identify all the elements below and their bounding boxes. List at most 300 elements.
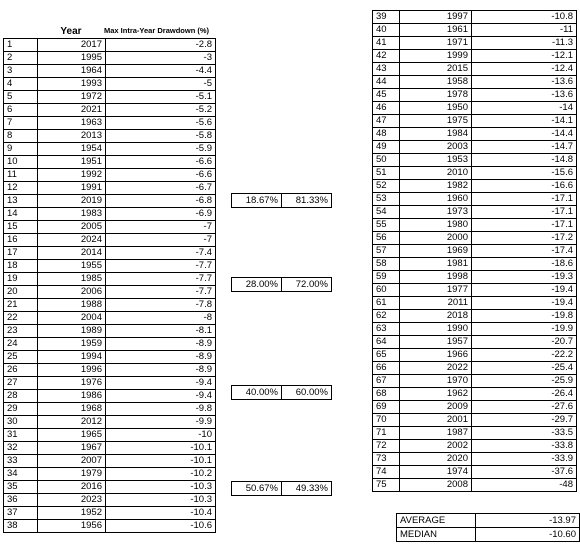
year-cell: 1973 (400, 206, 472, 219)
rank-cell: 2 (4, 52, 38, 65)
table-row (373, 50, 577, 63)
drawdown-cell: -17.1 (472, 193, 577, 206)
rank-cell: 50 (373, 154, 400, 167)
drawdown-cell: -19.9 (472, 323, 577, 336)
rank-cell: 63 (373, 323, 400, 336)
year-cell: 1988 (38, 299, 106, 312)
table-row (4, 338, 216, 351)
drawdown-cell: -6.9 (106, 208, 216, 221)
rank-cell: 65 (373, 349, 400, 362)
drawdown-cell: -14.7 (472, 141, 577, 154)
table-row (4, 403, 216, 416)
drawdown-cell: -14 (472, 102, 577, 115)
table-row (373, 232, 577, 245)
rank-cell: 60 (373, 284, 400, 297)
drawdown-cell: -8.1 (106, 325, 216, 338)
drawdown-cell: -13.6 (472, 76, 577, 89)
percentile-right: 60.00% (282, 386, 332, 400)
table-row (4, 169, 216, 182)
year-cell: 1981 (400, 258, 472, 271)
rank-cell: 75 (373, 479, 400, 492)
drawdown-table-right (372, 10, 577, 492)
rank-cell: 56 (373, 232, 400, 245)
percentile-right: 81.33% (282, 194, 332, 208)
drawdown-cell: -5.2 (106, 104, 216, 117)
median-row (397, 528, 580, 542)
drawdown-cell: -27.6 (472, 401, 577, 414)
year-cell: 1990 (400, 323, 472, 336)
drawdown-cell: -10.1 (106, 455, 216, 468)
rank-cell: 15 (4, 221, 38, 234)
rank-cell: 44 (373, 76, 400, 89)
drawdown-column-header: Max Intra-Year Drawdown (%) (104, 26, 210, 35)
drawdown-cell: -12.4 (472, 63, 577, 76)
table-row (4, 468, 216, 481)
rank-cell: 40 (373, 24, 400, 37)
table-row (373, 479, 577, 492)
rank-cell: 57 (373, 245, 400, 258)
table-row (4, 377, 216, 390)
table-row (373, 336, 577, 349)
drawdown-cell: -5.9 (106, 143, 216, 156)
table-row (373, 193, 577, 206)
table-row (373, 245, 577, 258)
table-row (373, 310, 577, 323)
drawdown-cell: -9.8 (106, 403, 216, 416)
rank-cell: 36 (4, 494, 38, 507)
year-cell: 2024 (38, 234, 106, 247)
year-cell: 2004 (38, 312, 106, 325)
year-cell: 1966 (400, 349, 472, 362)
drawdown-cell: -2.8 (106, 39, 216, 52)
table-row (373, 427, 577, 440)
drawdown-cell: -10.6 (106, 520, 216, 533)
drawdown-cell: -10.2 (106, 468, 216, 481)
table-row (4, 481, 216, 494)
year-cell: 1978 (400, 89, 472, 102)
drawdown-cell: -7.7 (106, 273, 216, 286)
year-cell: 1955 (38, 260, 106, 273)
drawdown-cell: -25.4 (472, 362, 577, 375)
drawdown-cell: -14.1 (472, 115, 577, 128)
table-row (373, 466, 577, 479)
rank-cell: 64 (373, 336, 400, 349)
median-label: MEDIAN (397, 528, 476, 542)
rank-cell: 20 (4, 286, 38, 299)
table-row (4, 39, 216, 52)
table-row (373, 219, 577, 232)
year-cell: 2009 (400, 401, 472, 414)
table-row (373, 11, 577, 24)
percentile-left: 28.00% (232, 278, 282, 292)
year-cell: 1965 (38, 429, 106, 442)
rank-cell: 8 (4, 130, 38, 143)
year-cell: 2013 (38, 130, 106, 143)
rank-cell: 29 (4, 403, 38, 416)
table-row (373, 167, 577, 180)
average-label: AVERAGE (397, 514, 476, 528)
table-row (4, 286, 216, 299)
year-cell: 1954 (38, 143, 106, 156)
rank-cell: 66 (373, 362, 400, 375)
table-row (4, 52, 216, 65)
rank-cell: 37 (4, 507, 38, 520)
rank-cell: 9 (4, 143, 38, 156)
year-cell: 2016 (38, 481, 106, 494)
rank-cell: 68 (373, 388, 400, 401)
year-cell: 2008 (400, 479, 472, 492)
year-cell: 1956 (38, 520, 106, 533)
table-row (373, 375, 577, 388)
rank-cell: 52 (373, 180, 400, 193)
year-cell: 1986 (38, 390, 106, 403)
rank-cell: 43 (373, 63, 400, 76)
rank-cell: 26 (4, 364, 38, 377)
year-cell: 1984 (400, 128, 472, 141)
year-cell: 1983 (38, 208, 106, 221)
year-cell: 1979 (38, 468, 106, 481)
table-row (4, 429, 216, 442)
percentile-right: 72.00% (282, 278, 332, 292)
rank-cell: 25 (4, 351, 38, 364)
drawdown-cell: -10.3 (106, 494, 216, 507)
year-cell: 1969 (400, 245, 472, 258)
table-row (4, 247, 216, 260)
drawdown-cell: -11 (472, 24, 577, 37)
drawdown-cell: -7.7 (106, 260, 216, 273)
drawdown-cell: -4.4 (106, 65, 216, 78)
rank-cell: 39 (373, 11, 400, 24)
table-row (4, 416, 216, 429)
drawdown-cell: -6.6 (106, 169, 216, 182)
year-cell: 1968 (38, 403, 106, 416)
year-cell: 1996 (38, 364, 106, 377)
drawdown-cell: -7.8 (106, 299, 216, 312)
year-cell: 2019 (38, 195, 106, 208)
table-row (373, 258, 577, 271)
year-cell: 1957 (400, 336, 472, 349)
drawdown-cell: -11.3 (472, 37, 577, 50)
drawdown-cell: -10.3 (106, 481, 216, 494)
year-cell: 1975 (400, 115, 472, 128)
table-row (373, 128, 577, 141)
table-row (4, 273, 216, 286)
year-cell: 2005 (38, 221, 106, 234)
table-row (4, 260, 216, 273)
drawdown-cell: -12.1 (472, 50, 577, 63)
drawdown-cell: -17.1 (472, 219, 577, 232)
year-cell: 2020 (400, 453, 472, 466)
year-cell: 1958 (400, 76, 472, 89)
table-row (4, 507, 216, 520)
drawdown-cell: -7 (106, 221, 216, 234)
rank-cell: 41 (373, 37, 400, 50)
drawdown-cell: -8 (106, 312, 216, 325)
average-value: -13.97 (475, 514, 579, 528)
table-row (373, 453, 577, 466)
drawdown-cell: -33.9 (472, 453, 577, 466)
table-row (4, 221, 216, 234)
drawdown-cell: -10 (106, 429, 216, 442)
drawdown-cell: -7.7 (106, 286, 216, 299)
rank-cell: 34 (4, 468, 38, 481)
rank-cell: 4 (4, 78, 38, 91)
year-cell: 2006 (38, 286, 106, 299)
year-cell: 1971 (400, 37, 472, 50)
rank-cell: 5 (4, 91, 38, 104)
table-row (373, 180, 577, 193)
year-cell: 1985 (38, 273, 106, 286)
rank-cell: 28 (4, 390, 38, 403)
percentile-row (232, 194, 332, 208)
drawdown-cell: -18.6 (472, 258, 577, 271)
drawdown-cell: -13.6 (472, 89, 577, 102)
drawdown-cell: -19.4 (472, 284, 577, 297)
drawdown-cell: -37.6 (472, 466, 577, 479)
drawdown-cell: -26.4 (472, 388, 577, 401)
drawdown-cell: -33.8 (472, 440, 577, 453)
drawdown-cell: -5.1 (106, 91, 216, 104)
drawdown-cell: -7.4 (106, 247, 216, 260)
rank-cell: 73 (373, 453, 400, 466)
rank-cell: 1 (4, 39, 38, 52)
year-cell: 2012 (38, 416, 106, 429)
percentile-box (231, 193, 332, 208)
year-cell: 2017 (38, 39, 106, 52)
year-cell: 1995 (38, 52, 106, 65)
table-row (4, 208, 216, 221)
year-column-header: Year (60, 26, 82, 37)
drawdown-cell: -16.6 (472, 180, 577, 193)
drawdown-cell: -9.9 (106, 416, 216, 429)
percentile-row (232, 278, 332, 292)
drawdown-cell: -22.2 (472, 349, 577, 362)
table-row (373, 271, 577, 284)
year-cell: 2022 (400, 362, 472, 375)
year-cell: 1977 (400, 284, 472, 297)
rank-cell: 54 (373, 206, 400, 219)
table-row (4, 390, 216, 403)
table-row (4, 91, 216, 104)
rank-cell: 30 (4, 416, 38, 429)
percentile-right: 49.33% (282, 482, 332, 496)
rank-cell: 31 (4, 429, 38, 442)
table-row (4, 117, 216, 130)
percentile-left: 18.67% (232, 194, 282, 208)
year-cell: 2001 (400, 414, 472, 427)
drawdown-cell: -8.9 (106, 364, 216, 377)
table-row (373, 89, 577, 102)
drawdown-cell: -10.1 (106, 442, 216, 455)
table-row (373, 141, 577, 154)
table-row (373, 362, 577, 375)
rank-cell: 11 (4, 169, 38, 182)
table-row (373, 24, 577, 37)
rank-cell: 69 (373, 401, 400, 414)
drawdown-cell: -15.6 (472, 167, 577, 180)
rank-cell: 62 (373, 310, 400, 323)
percentile-row (232, 482, 332, 496)
drawdown-cell: -19.3 (472, 271, 577, 284)
table-row (4, 325, 216, 338)
year-cell: 1950 (400, 102, 472, 115)
drawdown-cell: -8.9 (106, 351, 216, 364)
rank-cell: 46 (373, 102, 400, 115)
year-cell: 1994 (38, 351, 106, 364)
drawdown-cell: -10.4 (106, 507, 216, 520)
rank-cell: 13 (4, 195, 38, 208)
rank-cell: 58 (373, 258, 400, 271)
table-row (4, 520, 216, 533)
rank-cell: 24 (4, 338, 38, 351)
table-row (373, 349, 577, 362)
rank-cell: 22 (4, 312, 38, 325)
rank-cell: 23 (4, 325, 38, 338)
year-cell: 1967 (38, 442, 106, 455)
year-cell: 2011 (400, 297, 472, 310)
year-cell: 1997 (400, 11, 472, 24)
drawdown-cell: -5.6 (106, 117, 216, 130)
year-cell: 1953 (400, 154, 472, 167)
rank-cell: 33 (4, 455, 38, 468)
rank-cell: 12 (4, 182, 38, 195)
table-row (373, 414, 577, 427)
table-row (4, 234, 216, 247)
rank-cell: 42 (373, 50, 400, 63)
drawdown-cell: -25.9 (472, 375, 577, 388)
year-cell: 1963 (38, 117, 106, 130)
drawdown-cell: -29.7 (472, 414, 577, 427)
rank-cell: 21 (4, 299, 38, 312)
rank-cell: 53 (373, 193, 400, 206)
year-cell: 2000 (400, 232, 472, 245)
year-cell: 1952 (38, 507, 106, 520)
year-cell: 1964 (38, 65, 106, 78)
year-cell: 2015 (400, 63, 472, 76)
rank-cell: 71 (373, 427, 400, 440)
drawdown-cell: -17.4 (472, 245, 577, 258)
drawdown-cell: -20.7 (472, 336, 577, 349)
rank-cell: 17 (4, 247, 38, 260)
year-cell: 1980 (400, 219, 472, 232)
table-row (4, 104, 216, 117)
table-row (373, 401, 577, 414)
table-row (4, 182, 216, 195)
year-cell: 1960 (400, 193, 472, 206)
table-row (4, 65, 216, 78)
table-row (4, 364, 216, 377)
year-cell: 1989 (38, 325, 106, 338)
table-row (373, 154, 577, 167)
drawdown-cell: -9.4 (106, 390, 216, 403)
table-row (4, 78, 216, 91)
median-value: -10.60 (475, 528, 579, 542)
table-row (4, 299, 216, 312)
rank-cell: 72 (373, 440, 400, 453)
drawdown-cell: -6.8 (106, 195, 216, 208)
rank-cell: 59 (373, 271, 400, 284)
percentile-left: 40.00% (232, 386, 282, 400)
table-row (373, 37, 577, 50)
table-row (4, 455, 216, 468)
drawdown-cell: -17.1 (472, 206, 577, 219)
table-row (4, 195, 216, 208)
drawdown-cell: -8.9 (106, 338, 216, 351)
rank-cell: 45 (373, 89, 400, 102)
year-cell: 1991 (38, 182, 106, 195)
year-cell: 2003 (400, 141, 472, 154)
year-cell: 2007 (38, 455, 106, 468)
year-cell: 1976 (38, 377, 106, 390)
rank-cell: 18 (4, 260, 38, 273)
rank-cell: 6 (4, 104, 38, 117)
year-cell: 1961 (400, 24, 472, 37)
year-cell: 1998 (400, 271, 472, 284)
year-cell: 1959 (38, 338, 106, 351)
drawdown-cell: -14.4 (472, 128, 577, 141)
table-row (4, 312, 216, 325)
drawdown-table-left (3, 38, 216, 533)
table-row (373, 63, 577, 76)
table-row (373, 206, 577, 219)
year-cell: 2010 (400, 167, 472, 180)
rank-cell: 10 (4, 156, 38, 169)
table-row (373, 76, 577, 89)
table-row (373, 323, 577, 336)
year-cell: 2021 (38, 104, 106, 117)
rank-cell: 70 (373, 414, 400, 427)
drawdown-cell: -17.2 (472, 232, 577, 245)
table-row (373, 297, 577, 310)
summary-table (396, 513, 580, 542)
year-cell: 2002 (400, 440, 472, 453)
rank-cell: 67 (373, 375, 400, 388)
average-row (397, 514, 580, 528)
rank-cell: 19 (4, 273, 38, 286)
rank-cell: 48 (373, 128, 400, 141)
rank-cell: 49 (373, 141, 400, 154)
year-cell: 2023 (38, 494, 106, 507)
year-cell: 1962 (400, 388, 472, 401)
percentile-left: 50.67% (232, 482, 282, 496)
table-row (4, 130, 216, 143)
table-row (4, 156, 216, 169)
rank-cell: 61 (373, 297, 400, 310)
table-row (373, 102, 577, 115)
year-cell: 1982 (400, 180, 472, 193)
drawdown-cell: -19.4 (472, 297, 577, 310)
year-cell: 1972 (38, 91, 106, 104)
rank-cell: 32 (4, 442, 38, 455)
rank-cell: 55 (373, 219, 400, 232)
rank-cell: 7 (4, 117, 38, 130)
drawdown-cell: -5 (106, 78, 216, 91)
year-cell: 1992 (38, 169, 106, 182)
drawdown-cell: -14.8 (472, 154, 577, 167)
table-row (4, 143, 216, 156)
year-cell: 1951 (38, 156, 106, 169)
drawdown-cell: -9.4 (106, 377, 216, 390)
rank-cell: 27 (4, 377, 38, 390)
drawdown-cell: -33.5 (472, 427, 577, 440)
rank-cell: 16 (4, 234, 38, 247)
table-row (373, 284, 577, 297)
rank-cell: 38 (4, 520, 38, 533)
rank-cell: 47 (373, 115, 400, 128)
table-row (373, 440, 577, 453)
table-row (373, 115, 577, 128)
rank-cell: 35 (4, 481, 38, 494)
